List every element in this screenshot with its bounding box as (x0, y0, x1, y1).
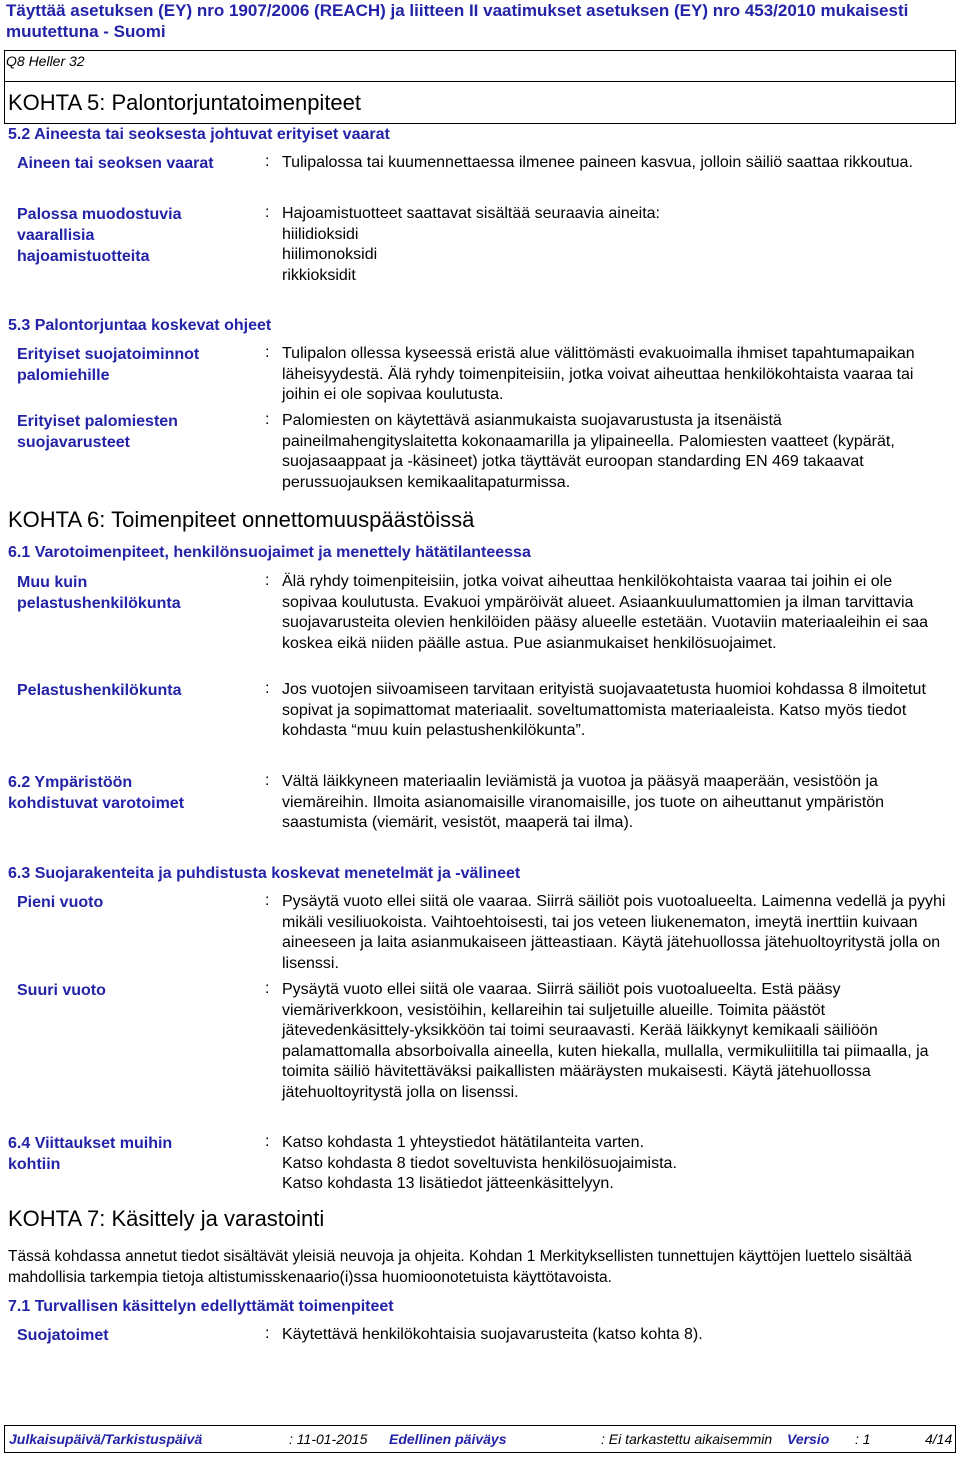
subsection-6-2-label: 6.2 Ympäristöön kohdistuvat varotoimet (8, 774, 185, 812)
subsection-7-1-title: 7.1 Turvallisen käsittelyn edellyttämät toimenpiteet (8, 1298, 394, 1315)
emergency-label: Pelastushenkilökunta (17, 682, 182, 699)
colon: : (265, 1133, 270, 1150)
equipment-label: Erityiset palomiesten suojavarusteet (17, 413, 178, 451)
section-5-title: KOHTA 5: Palontorjuntatoimenpiteet (8, 90, 362, 115)
colon: : (265, 1325, 270, 1342)
protective-measures-text: Käytettävä henkilökohtaisia suojavarusteita (katso kohta 8). (282, 1326, 703, 1343)
colon: : (265, 892, 270, 909)
product-box (4, 50, 956, 82)
colon: : (265, 680, 270, 697)
publication-date-label: Julkaisupäivä/Tarkistuspäivä (9, 1431, 203, 1447)
colon: : (265, 153, 270, 170)
colon: : (265, 980, 270, 997)
version-value: : 1 (855, 1431, 871, 1447)
actions-label: Erityiset suojatoiminnot palomiehille (17, 346, 200, 384)
colon: : (265, 572, 270, 589)
version-label: Versio (787, 1431, 830, 1447)
previous-date-label: Edellinen päiväys (389, 1431, 507, 1447)
colon: : (265, 772, 270, 789)
subsection-6-1-title: 6.1 Varotoimenpiteet, henkilönsuojaimet ja menettely hätätilanteessa (8, 544, 531, 561)
emergency-text: Jos vuotojen siivoamiseen tarvitaan erityistä suojavaatetusta huomioi kohdassa 8 ilmoitetut sopivat ja sopimattomat materiaalit. soveltumattomista materiaaleista. Katso myös tiedot kohdasta “muu kuin pelastushenkilökunta”. (282, 681, 926, 739)
small-spill-text: Pysäytä vuoto ellei siitä ole vaaraa. Siirrä säiliöt pois vuotoalueelta. Laimenna vedellä ja pyyhi mikäli vesiliuokoista. Vaihtoehtoisesti, tai jos veteen liukenematon, imeytä inerttiin kuivaan aineeseen ja laita asianmukaiseen jätteastiaan. Käytä jätehuollossa jätehuoltoyritystä jolla on lisenssi. (282, 893, 946, 972)
product-name: Q8 Heller 32 (6, 53, 85, 69)
page-number: 4/14 (925, 1431, 953, 1447)
non-emergency-label: Muu kuin pelastushenkilökunta (17, 574, 181, 612)
subsection-6-4-label: 6.4 Viittaukset muihin kohtiin (8, 1135, 173, 1173)
protective-measures-label: Suojatoimet (17, 1327, 109, 1344)
non-emergency-text: Älä ryhdy toimenpiteisiin, jotka voivat aiheuttaa henkilökohtaista vaaraa tai joihin ei ole sopivaa koulutusta. Evakuoi ympäröivät alueet. Asiaankuulumattomien ja ilman tarvittavia suojavarusteita olevien henkilöiden pääsy alueelle estetään. Vuotaviin materiaaleihin ei saa koskea eikä niiden päälle astua. Pue asianmukaiset henkilösuojaimet. (282, 573, 929, 652)
equipment-text: Palomiesten on käytettävä asianmukaista suojavarustusta ja itsenäistä paineilmahengityslaitetta kokonaamarilla ja ylipaineella. Palomiesten vaatteet (kypärät, suojasaappaat ja -käsineet) jotka täyttävät euroopan standarding EN 469 takaavat perussuojauksen kemikaalitapaturmissa. (282, 412, 895, 491)
section-7-intro: Tässä kohdassa annetut tiedot sisältävät yleisiä neuvoja ja ohjeita. Kohdan 1 Merkityksellisten tunnettujen käyttöjen luettelo sisältää mahdollisia tarkempia tietoja altistumisskenaario(i)ssa huomioonotetuista käyttötavoista. (8, 1248, 912, 1286)
document-header-title: Täyttää asetuksen (EY) nro 1907/2006 (REACH) ja liitteen II vaatimukset asetuksen (EY) nro 453/2010 mukaisesti muutettuna - Suomi (6, 1, 909, 41)
hazard-text: Tulipalossa tai kuumennettaessa ilmenee paineen kasvua, jolloin säiliö saattaa rikkoutua. (282, 154, 913, 171)
publication-date-value: : 11-01-2015 (289, 1431, 368, 1447)
subsection-6-3-title: 6.3 Suojarakenteita ja puhdistusta koskevat menetelmät ja -välineet (8, 865, 521, 882)
actions-text: Tulipalon ollessa kyseessä eristä alue välittömästi evakuoimalla ihmiset tapahtumapaikan läheisyydestä. Älä ryhdy toimenpiteisiin, jotka voivat aiheuttaa henkilökohtaista vaaraa tai joihin ei ole sopivaa koulutusta. (282, 345, 915, 403)
colon: : (265, 344, 270, 361)
section-6-title: KOHTA 6: Toimenpiteet onnettomuuspäästöissä (8, 507, 475, 532)
subsection-6-2-text: Vältä läikkyneen materiaalin leviämistä ja vuotoa ja pääsyä maaperään, vesistöön ja viemäreihin. Ilmoita asianomaisille viranomaisille, jos tuote on aiheuttanut ympäristön saastumista (viemärit, vesistöt, maaperä tai ilma). (282, 773, 885, 831)
small-spill-label: Pieni vuoto (17, 894, 104, 911)
subsection-5-2-title: 5.2 Aineesta tai seoksesta johtuvat erityiset vaarat (8, 126, 390, 143)
previous-date-value: : Ei tarkastettu aikaisemmin (601, 1431, 773, 1447)
subsection-5-3-title: 5.3 Palontorjuntaa koskevat ohjeet (8, 317, 272, 334)
subsection-6-4-text: Katso kohdasta 1 yhteystiedot hätätilanteita varten. Katso kohdasta 8 tiedot soveltuvista henkilösuojaimista. Katso kohdasta 13 lisätiedot jätteenkäsittelyyn. (282, 1134, 677, 1192)
colon: : (265, 204, 270, 221)
decomp-label: Palossa muodostuvia vaarallisia hajoamistuotteita (17, 206, 182, 265)
decomp-text: Hajoamistuotteet saattavat sisältää seuraavia aineita: hiilidioksidi hiilimonoksidi rikkioksidit (282, 205, 660, 284)
large-spill-text: Pysäytä vuoto ellei siitä ole vaaraa. Siirrä säiliöt pois vuotoalueelta. Estä pääsy viemäriverkkoon, vesistöihin, kellareihin tai suljetuille alueille. Toimita päästöt jätevedenkäsittely-yksikköön tai toimi seuraavasti. Kerää läikkynyt kemikaali säiliöön palamattomalla absorboivalla aineella, kuten hiekalla, mullalla, vermikuliitilla tai piimaalla, ja toimita säiliö hävitettäväksi paikallisten määräysten mukaisesti. Käytä jätehuollossa jätehuoltoyritystä jolla on lisenssi. (282, 981, 929, 1101)
colon: : (265, 411, 270, 428)
section-7-title: KOHTA 7: Käsittely ja varastointi (8, 1206, 325, 1231)
large-spill-label: Suuri vuoto (17, 982, 106, 999)
page-footer (4, 1425, 956, 1453)
hazard-label: Aineen tai seoksen vaarat (17, 155, 214, 172)
